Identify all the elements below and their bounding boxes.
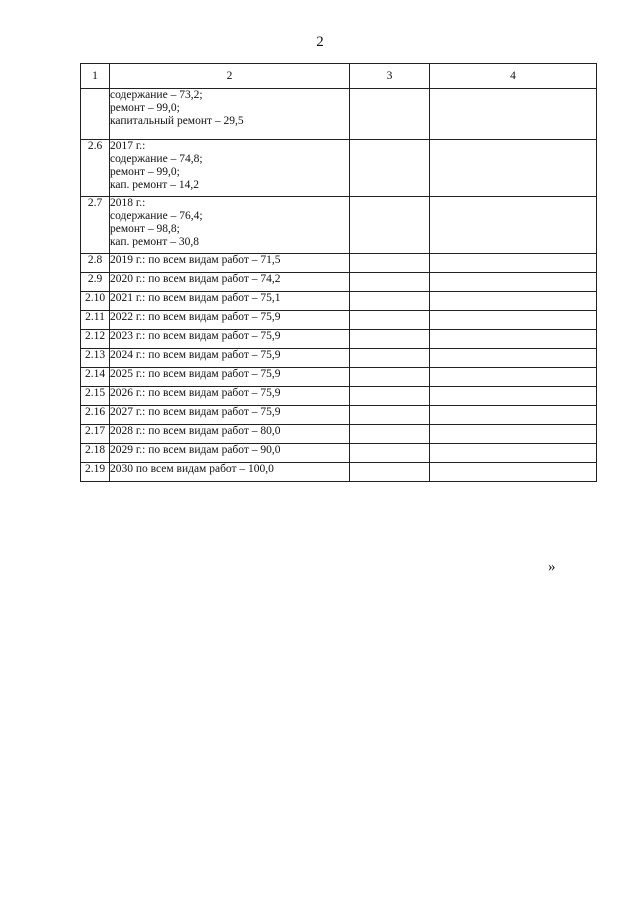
table-row [81, 406, 597, 425]
row-number: 2.10 [81, 292, 110, 311]
table-header-row [81, 64, 597, 89]
row-description: 2017 г.: содержание – 74,8; ремонт – 99,0; кап. ремонт – 14,2 [110, 140, 350, 197]
row-col-4 [430, 387, 597, 406]
row-description: 2029 г.: по всем видам работ – 90,0 [110, 444, 350, 463]
row-number: 2.6 [81, 140, 110, 197]
header-col-2: 2 [110, 64, 350, 89]
row-col-4 [430, 254, 597, 273]
row-col-3 [350, 140, 430, 197]
table-row [81, 273, 597, 292]
row-col-3 [350, 197, 430, 254]
row-description: 2020 г.: по всем видам работ – 74,2 [110, 273, 350, 292]
row-col-3 [350, 254, 430, 273]
row-number: 2.11 [81, 311, 110, 330]
row-description: 2024 г.: по всем видам работ – 75,9 [110, 349, 350, 368]
table-row [81, 254, 597, 273]
row-col-3 [350, 463, 430, 482]
row-col-4 [430, 406, 597, 425]
row-description: 2023 г.: по всем видам работ – 75,9 [110, 330, 350, 349]
row-description: 2030 по всем видам работ – 100,0 [110, 463, 350, 482]
row-col-3 [350, 330, 430, 349]
table-row [81, 368, 597, 387]
row-description: 2021 г.: по всем видам работ – 75,1 [110, 292, 350, 311]
row-description: содержание – 73,2; ремонт – 99,0; капитальный ремонт – 29,5 [110, 89, 350, 140]
row-col-4 [430, 311, 597, 330]
row-number: 2.14 [81, 368, 110, 387]
row-col-3 [350, 311, 430, 330]
row-col-4 [430, 425, 597, 444]
row-number: 2.9 [81, 273, 110, 292]
row-number: 2.19 [81, 463, 110, 482]
row-description: 2022 г.: по всем видам работ – 75,9 [110, 311, 350, 330]
table-row [81, 444, 597, 463]
table-row [81, 330, 597, 349]
row-col-3 [350, 406, 430, 425]
table-row [81, 140, 597, 197]
row-col-3 [350, 89, 430, 140]
row-number: 2.18 [81, 444, 110, 463]
row-col-4 [430, 444, 597, 463]
row-col-3 [350, 444, 430, 463]
row-col-3 [350, 273, 430, 292]
row-description: 2025 г.: по всем видам работ – 75,9 [110, 368, 350, 387]
row-number: 2.7 [81, 197, 110, 254]
row-col-4 [430, 368, 597, 387]
row-number [81, 89, 110, 140]
table-row [81, 387, 597, 406]
row-number: 2.16 [81, 406, 110, 425]
row-col-4 [430, 89, 597, 140]
row-col-4 [430, 463, 597, 482]
header-col-1: 1 [81, 64, 110, 89]
table-row [81, 311, 597, 330]
row-col-4 [430, 330, 597, 349]
page-number: 2 [316, 34, 324, 50]
row-col-3 [350, 368, 430, 387]
table-row [81, 89, 597, 140]
table-row [81, 349, 597, 368]
table-row [81, 463, 597, 482]
row-col-4 [430, 292, 597, 311]
row-col-4 [430, 140, 597, 197]
row-number: 2.17 [81, 425, 110, 444]
row-description: 2028 г.: по всем видам работ – 80,0 [110, 425, 350, 444]
row-col-3 [350, 349, 430, 368]
table-row [81, 197, 597, 254]
row-number: 2.13 [81, 349, 110, 368]
row-col-4 [430, 197, 597, 254]
header-col-4: 4 [430, 64, 597, 89]
row-description: 2018 г.: содержание – 76,4; ремонт – 98,8; кап. ремонт – 30,8 [110, 197, 350, 254]
row-col-3 [350, 425, 430, 444]
row-number: 2.8 [81, 254, 110, 273]
row-number: 2.12 [81, 330, 110, 349]
table-row [81, 292, 597, 311]
table-row [81, 425, 597, 444]
row-description: 2026 г.: по всем видам работ – 75,9 [110, 387, 350, 406]
closing-quote: » [548, 559, 556, 575]
row-description: 2027 г.: по всем видам работ – 75,9 [110, 406, 350, 425]
row-col-4 [430, 349, 597, 368]
header-col-3: 3 [350, 64, 430, 89]
row-col-3 [350, 387, 430, 406]
row-col-3 [350, 292, 430, 311]
document-table [80, 63, 597, 482]
row-description: 2019 г.: по всем видам работ – 71,5 [110, 254, 350, 273]
row-number: 2.15 [81, 387, 110, 406]
row-col-4 [430, 273, 597, 292]
